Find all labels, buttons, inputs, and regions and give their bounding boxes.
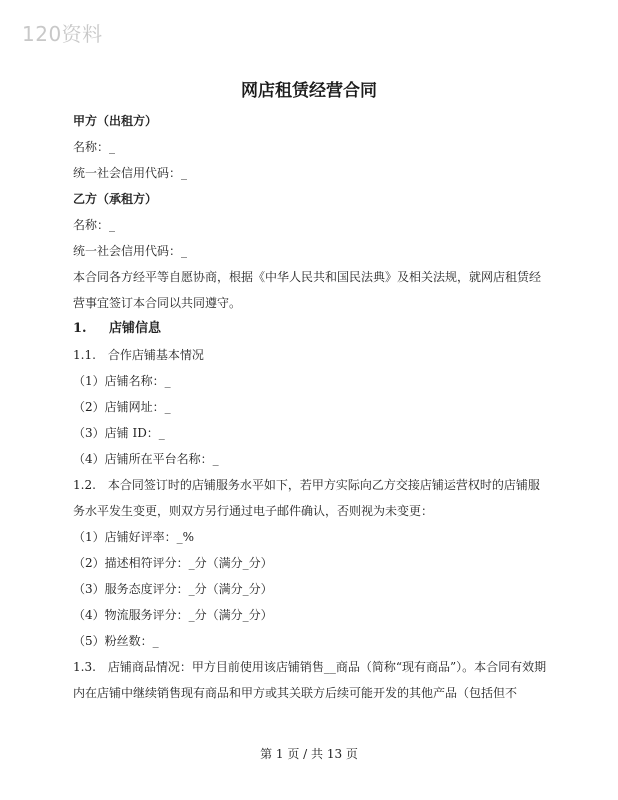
list-item: （1）店铺好评率：_% — [73, 530, 195, 544]
intro-paragraph: 本合同各方经平等自愿协商，根据《中华人民共和国民法典》及相关法规，就网店租赁经营事宜签订本合同以共同遵守。 — [73, 270, 542, 310]
party-b-name: 名称：_ — [73, 218, 116, 232]
section-1-title: 店铺信息 — [109, 321, 162, 336]
party-a-credit-code: 统一社会信用代码：_ — [73, 166, 188, 180]
list-item: （1）店铺名称：_ — [73, 374, 171, 388]
clause-1-1: 1.1. 合作店铺基本情况 — [73, 348, 204, 362]
page-number: 第 1 页 / 共 13 页 — [260, 747, 358, 761]
party-b-heading: 乙方（承租方） — [73, 192, 158, 206]
list-item: （4）店铺所在平台名称：_ — [73, 452, 219, 466]
list-item: （4）物流服务评分：_分（满分_分） — [73, 608, 273, 622]
watermark-logo: 120资料 — [22, 22, 103, 46]
party-a-name: 名称：_ — [73, 140, 116, 154]
section-1-number: 1. — [73, 321, 87, 336]
list-item: （5）粉丝数：_ — [73, 634, 159, 648]
list-item: （2）店铺网址：_ — [73, 400, 171, 414]
party-b-credit-code: 统一社会信用代码：_ — [73, 244, 188, 258]
list-item: （3）服务态度评分：_分（满分_分） — [73, 582, 273, 596]
list-item: （2）描述相符评分：_分（满分_分） — [73, 556, 273, 570]
document-body — [73, 108, 551, 706]
list-item: （3）店铺 ID：_ — [73, 426, 165, 440]
clause-1-2: 1.2. 本合同签订时的店铺服务水平如下，若甲方实际向乙方交接店铺运营权时的店铺服务水平发生变更，则双方另行通过电子邮件确认，否则视为未变更： — [73, 478, 540, 518]
section-1-heading — [73, 316, 551, 342]
party-a-heading: 甲方（出租方） — [73, 114, 158, 128]
document-title: 网店租赁经营合同 — [241, 81, 377, 101]
clause-1-3: 1.3. 店铺商品情况：甲方目前使用该店铺销售__商品（简称“现有商品”）。本合同有效期内在店铺中继续销售现有商品和甲方或其关联方后续可能开发的其他产品（包括但不 — [73, 660, 547, 700]
